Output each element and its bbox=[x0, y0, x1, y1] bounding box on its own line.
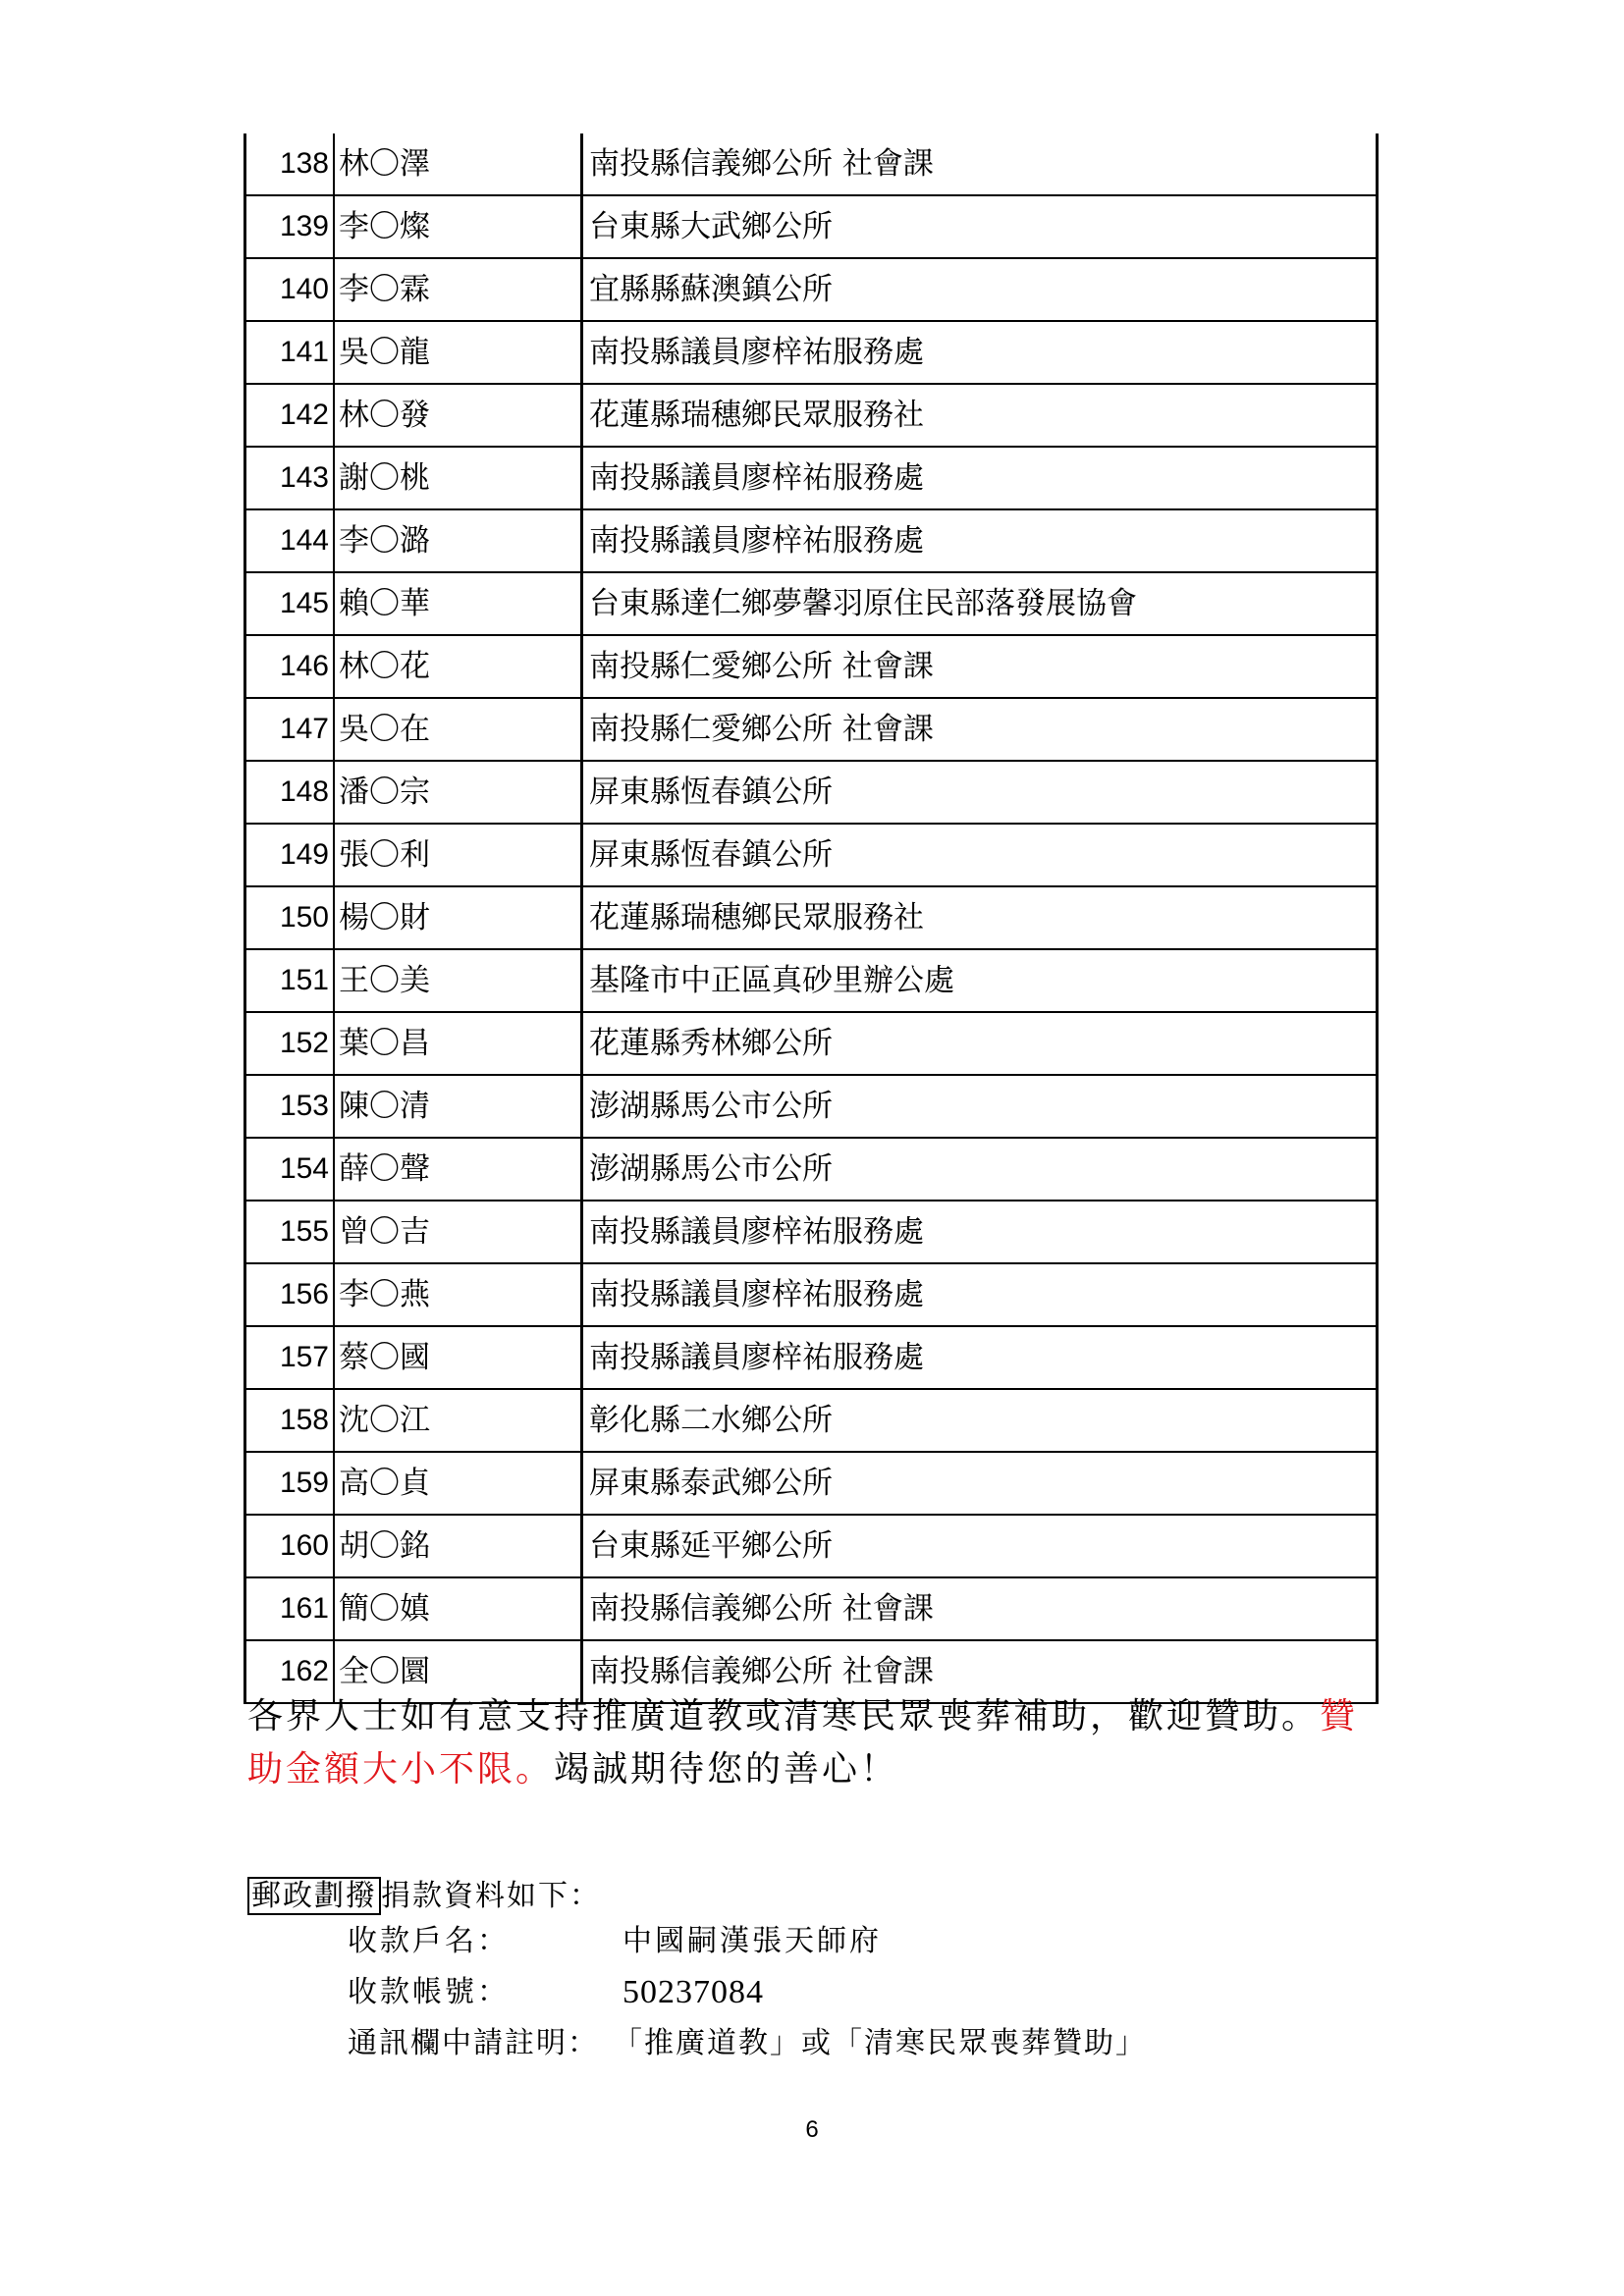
recipient-organization: 南投縣議員廖梓祐服務處 bbox=[582, 1326, 1378, 1389]
recipient-organization: 花蓮縣秀林鄉公所 bbox=[582, 1012, 1378, 1075]
table-row bbox=[245, 1326, 1378, 1389]
row-number: 142 bbox=[245, 384, 335, 447]
recipient-organization: 南投縣信義鄉公所 社會課 bbox=[582, 133, 1378, 195]
row-number: 144 bbox=[245, 509, 335, 572]
note-row bbox=[348, 2024, 1147, 2063]
row-number: 156 bbox=[245, 1263, 335, 1326]
recipient-name: 簡〇嫃 bbox=[334, 1577, 582, 1640]
appeal-closing: 竭誠期待您的善心！ bbox=[554, 1749, 899, 1789]
page-number: 6 bbox=[805, 2116, 819, 2143]
row-number: 161 bbox=[245, 1577, 335, 1640]
recipient-organization: 南投縣仁愛鄉公所 社會課 bbox=[582, 698, 1378, 761]
recipient-organization: 宜縣縣蘇澳鎮公所 bbox=[582, 258, 1378, 321]
row-number: 140 bbox=[245, 258, 335, 321]
row-number: 154 bbox=[245, 1138, 335, 1201]
table-row bbox=[245, 1389, 1378, 1452]
table-row bbox=[245, 195, 1378, 258]
recipient-organization: 南投縣仁愛鄉公所 社會課 bbox=[582, 635, 1378, 698]
recipient-organization: 台東縣大武鄉公所 bbox=[582, 195, 1378, 258]
recipient-name: 林〇澤 bbox=[334, 133, 582, 195]
donation-header bbox=[247, 1877, 601, 1916]
recipient-organization: 南投縣信義鄉公所 社會課 bbox=[582, 1577, 1378, 1640]
account-number-row bbox=[348, 1973, 764, 2012]
account-name-row bbox=[348, 1922, 882, 1961]
account-name-label: 收款戶名： bbox=[348, 1924, 510, 1958]
row-number: 149 bbox=[245, 824, 335, 886]
row-number: 148 bbox=[245, 761, 335, 824]
note-value: 「推廣道教」或「清寒民眾喪葬贊助」 bbox=[613, 2026, 1147, 2060]
recipient-organization: 南投縣議員廖梓祐服務處 bbox=[582, 321, 1378, 384]
account-number-label: 收款帳號： bbox=[348, 1975, 510, 2009]
recipient-organization: 花蓮縣瑞穗鄉民眾服務社 bbox=[582, 886, 1378, 949]
row-number: 159 bbox=[245, 1452, 335, 1515]
recipient-organization: 台東縣延平鄉公所 bbox=[582, 1515, 1378, 1577]
recipient-organization: 花蓮縣瑞穗鄉民眾服務社 bbox=[582, 384, 1378, 447]
row-number: 152 bbox=[245, 1012, 335, 1075]
recipient-name: 薛〇聲 bbox=[334, 1138, 582, 1201]
table-row bbox=[245, 635, 1378, 698]
account-name-value: 中國嗣漢張天師府 bbox=[623, 1924, 882, 1958]
postal-transfer-label: 郵政劃撥 bbox=[247, 1877, 381, 1915]
recipient-name: 陳〇清 bbox=[334, 1075, 582, 1138]
recipient-organization: 澎湖縣馬公市公所 bbox=[582, 1138, 1378, 1201]
table-row bbox=[245, 1075, 1378, 1138]
row-number: 158 bbox=[245, 1389, 335, 1452]
recipient-name: 曾〇吉 bbox=[334, 1201, 582, 1263]
table-row bbox=[245, 761, 1378, 824]
recipient-name: 胡〇銘 bbox=[334, 1515, 582, 1577]
recipient-name: 林〇發 bbox=[334, 384, 582, 447]
table-row bbox=[245, 1012, 1378, 1075]
recipient-name: 李〇潞 bbox=[334, 509, 582, 572]
row-number: 141 bbox=[245, 321, 335, 384]
appeal-highlight: 贊助金額大小不限。 bbox=[247, 1696, 1359, 1789]
table-row bbox=[245, 1138, 1378, 1201]
recipient-organization: 基隆市中正區真砂里辦公處 bbox=[582, 949, 1378, 1012]
table-row bbox=[245, 1515, 1378, 1577]
recipient-organization: 南投縣議員廖梓祐服務處 bbox=[582, 1201, 1378, 1263]
table-row bbox=[245, 509, 1378, 572]
recipient-name: 賴〇華 bbox=[334, 572, 582, 635]
recipient-name: 謝〇桃 bbox=[334, 447, 582, 509]
table-row bbox=[245, 1263, 1378, 1326]
recipient-organization: 南投縣議員廖梓祐服務處 bbox=[582, 1263, 1378, 1326]
table-row bbox=[245, 133, 1378, 195]
table-row bbox=[245, 258, 1378, 321]
recipient-name: 吳〇龍 bbox=[334, 321, 582, 384]
row-number: 147 bbox=[245, 698, 335, 761]
recipient-organization: 台東縣達仁鄉夢馨羽原住民部落發展協會 bbox=[582, 572, 1378, 635]
row-number: 150 bbox=[245, 886, 335, 949]
recipient-table-body bbox=[245, 133, 1378, 1703]
recipient-name: 吳〇在 bbox=[334, 698, 582, 761]
recipient-name: 林〇花 bbox=[334, 635, 582, 698]
row-number: 155 bbox=[245, 1201, 335, 1263]
appeal-text: 各界人士如有意支持推廣道教或清寒民眾喪葬補助，歡迎贊助。 bbox=[247, 1696, 1321, 1736]
recipient-name: 李〇燦 bbox=[334, 195, 582, 258]
table-row bbox=[245, 1577, 1378, 1640]
recipient-organization: 彰化縣二水鄉公所 bbox=[582, 1389, 1378, 1452]
recipient-name: 潘〇宗 bbox=[334, 761, 582, 824]
recipient-name: 李〇燕 bbox=[334, 1263, 582, 1326]
recipient-organization: 澎湖縣馬公市公所 bbox=[582, 1075, 1378, 1138]
recipient-name: 張〇利 bbox=[334, 824, 582, 886]
row-number: 162 bbox=[245, 1640, 335, 1703]
recipient-name: 高〇貞 bbox=[334, 1452, 582, 1515]
table-row bbox=[245, 698, 1378, 761]
row-number: 138 bbox=[245, 133, 335, 195]
table-row bbox=[245, 447, 1378, 509]
recipient-organization: 南投縣信義鄉公所 社會課 bbox=[582, 1640, 1378, 1703]
recipient-organization: 屏東縣恆春鎮公所 bbox=[582, 761, 1378, 824]
table-row bbox=[245, 321, 1378, 384]
row-number: 160 bbox=[245, 1515, 335, 1577]
table-row bbox=[245, 886, 1378, 949]
recipient-name: 葉〇昌 bbox=[334, 1012, 582, 1075]
table-row bbox=[245, 1201, 1378, 1263]
recipient-name: 全〇圜 bbox=[334, 1640, 582, 1703]
donation-appeal bbox=[247, 1690, 1396, 1796]
recipient-name: 王〇美 bbox=[334, 949, 582, 1012]
recipient-organization: 屏東縣泰武鄉公所 bbox=[582, 1452, 1378, 1515]
table-row bbox=[245, 824, 1378, 886]
row-number: 143 bbox=[245, 447, 335, 509]
row-number: 139 bbox=[245, 195, 335, 258]
recipient-organization: 南投縣議員廖梓祐服務處 bbox=[582, 509, 1378, 572]
recipient-table bbox=[244, 133, 1379, 1704]
recipient-organization: 屏東縣恆春鎮公所 bbox=[582, 824, 1378, 886]
row-number: 146 bbox=[245, 635, 335, 698]
donation-header-suffix: 捐款資料如下： bbox=[381, 1879, 601, 1913]
recipient-name: 沈〇江 bbox=[334, 1389, 582, 1452]
recipient-name: 蔡〇國 bbox=[334, 1326, 582, 1389]
row-number: 151 bbox=[245, 949, 335, 1012]
recipient-name: 楊〇財 bbox=[334, 886, 582, 949]
recipient-organization: 南投縣議員廖梓祐服務處 bbox=[582, 447, 1378, 509]
table-row bbox=[245, 949, 1378, 1012]
table-row bbox=[245, 572, 1378, 635]
recipient-name: 李〇霖 bbox=[334, 258, 582, 321]
table-row bbox=[245, 384, 1378, 447]
account-number-value: 50237084 bbox=[623, 1974, 764, 2010]
table-row bbox=[245, 1452, 1378, 1515]
row-number: 157 bbox=[245, 1326, 335, 1389]
note-label: 通訊欄中請註明： bbox=[348, 2026, 599, 2060]
row-number: 153 bbox=[245, 1075, 335, 1138]
row-number: 145 bbox=[245, 572, 335, 635]
